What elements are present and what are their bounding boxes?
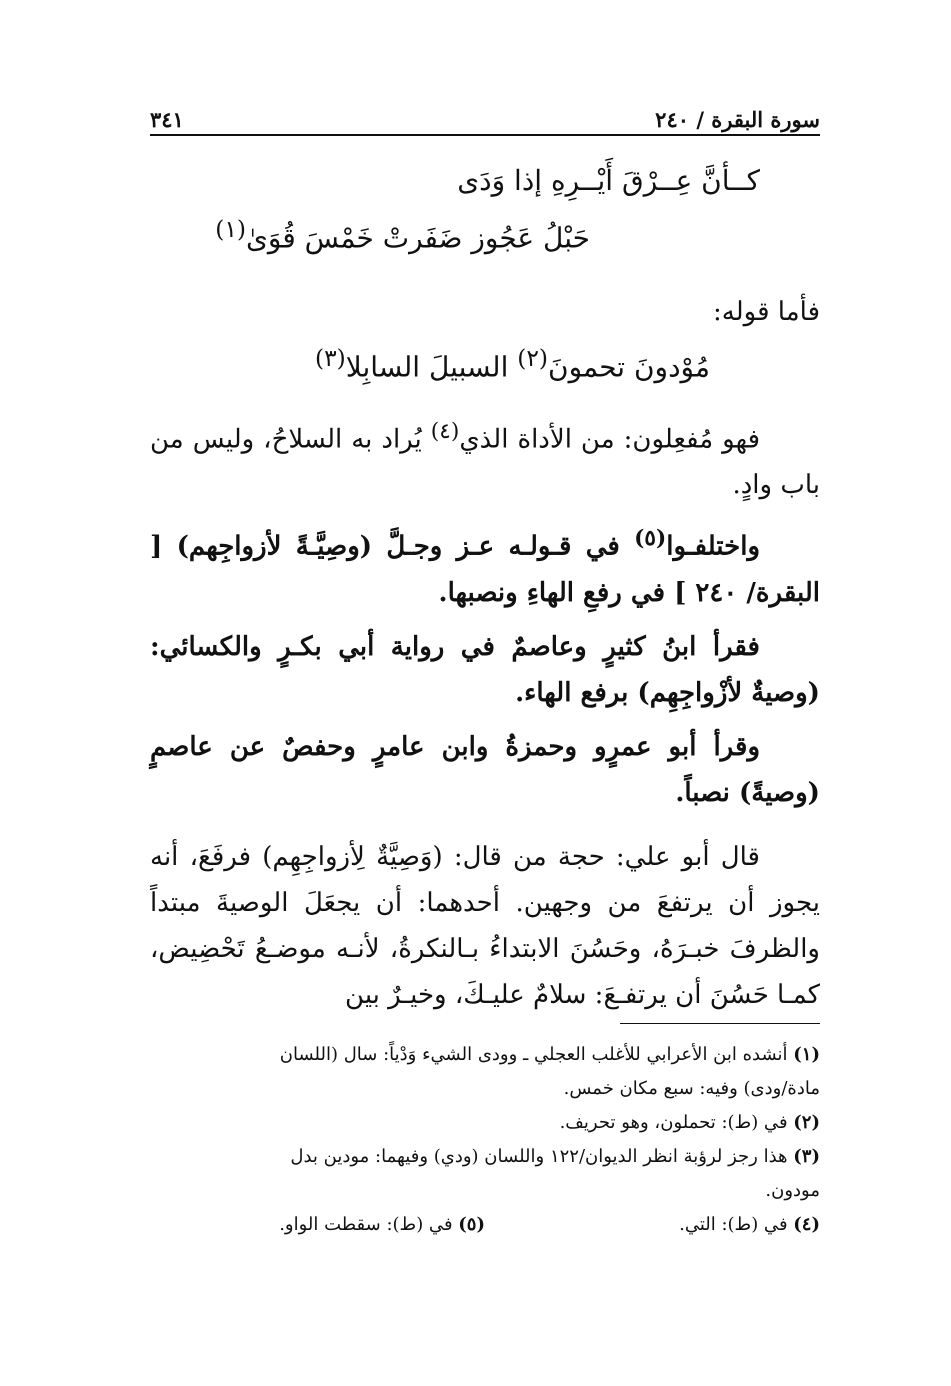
footnote-2 bbox=[150, 1106, 820, 1140]
footnote-ref-4: (٤) bbox=[430, 418, 460, 444]
verse-line-3-part-1: مُوْدونَ تحمونَ bbox=[548, 350, 710, 384]
footnote-3-continued: مودون. bbox=[765, 1180, 820, 1201]
footnote-4 bbox=[485, 1208, 820, 1242]
main-text bbox=[150, 158, 820, 1018]
footnote-5 bbox=[150, 1208, 485, 1242]
footnote-4-text: في (ط): التي. bbox=[679, 1214, 794, 1235]
footnote-ref-1: (١) bbox=[215, 215, 246, 243]
footnote-2-number: (٢) bbox=[793, 1112, 820, 1133]
paragraph-2-part-b: في قـولـه عـز وجـلَّ (وصِيَّـةً لأزواجِهم) [ البقرة/ ٢٤٠ ] في رفعِ الهاءِ ونصبها. bbox=[150, 531, 820, 608]
footnote-3-number: (٣) bbox=[793, 1146, 820, 1167]
footnote-1-number: (١) bbox=[793, 1044, 820, 1065]
verse-line-2-text: حَبْلُ عَجُوز ضَفَرتْ خَمْسَ قُوَىٰ bbox=[245, 221, 590, 255]
footnote-5-number: (٥) bbox=[458, 1214, 485, 1235]
paragraph-1-part-a: فهو مُفعِلون: من الأداة الذي bbox=[459, 424, 760, 455]
verse-line-3 bbox=[150, 335, 820, 390]
footnote-ref-3: (٣) bbox=[314, 344, 346, 373]
surah-reference: سورة البقرة / ٢٤٠ bbox=[655, 107, 820, 132]
verse-line-3-part-2: السبيلَ السابِلا bbox=[345, 350, 518, 384]
footnote-1-continued: مادة/ودى) وفيه: سبع مكان خمس. bbox=[563, 1078, 820, 1099]
footnote-2-text: في (ط): تحملون، وهو تحريف. bbox=[559, 1112, 794, 1133]
paragraph-5: قال أبو علي: حجة من قال: (وَصِيَّةٌ لِأزواجِهِم) فرفَعَ، أنه يجوز أن يرتفعَ من وجهين. أحدهما: أن يجعَلَ الوصيةَ مبتداً والظرفَ خبـرَهُ، وحَسُنَ الابتداءُ بـالنكرةُ، لأنـه موضـعُ تَحْضِيض، كمـا حَسُنَ أن يرتفـعَ: سلامٌ عليـكَ، وخيـرٌ بين bbox=[150, 841, 820, 1010]
paragraph-4: وقرأ أبو عمرٍو وحمزةُ وابن عامرٍ وحفصٌ عن عاصمٍ (وصيةً) نصباً. bbox=[150, 731, 820, 808]
footnote-5-text: في (ط): سقطت الواو. bbox=[279, 1214, 459, 1235]
footnote-ref-2: (٢) bbox=[517, 344, 548, 373]
page-header bbox=[150, 96, 820, 132]
footnote-3-text: هذا رجز لرؤبة انظر الديوان/١٢٢ واللسان (ودي) وفيهما: مودين بدل bbox=[290, 1146, 794, 1167]
header-rule bbox=[150, 134, 820, 136]
footnotes bbox=[150, 1038, 820, 1242]
paragraph-1 bbox=[150, 409, 820, 509]
footnote-3 bbox=[150, 1140, 820, 1174]
page-number: ٣٤١ bbox=[150, 107, 184, 132]
paragraph-3: فقرأ ابنُ كثيرٍ وعاصمٌ في رواية أبي بكـرٍ والكسائي: (وصيةٌ لأزْواجِهِم) برفع الهاء. bbox=[150, 631, 820, 708]
verse-line-1: كــأنَّ عِــرْقَ أَيْــرِهِ إذا وَدَى bbox=[457, 164, 760, 197]
footnote-row-4-5 bbox=[150, 1208, 820, 1242]
footnote-rule bbox=[620, 1023, 820, 1024]
intro-line: فأما قوله: bbox=[713, 297, 820, 328]
paragraph-2 bbox=[150, 516, 820, 616]
footnote-ref-5: (٥) bbox=[634, 526, 667, 552]
verse-line-2 bbox=[150, 206, 820, 261]
footnote-1 bbox=[150, 1038, 820, 1072]
paragraph-1-part-b: يُراد به السلاحُ، وليس من باب وادٍ. bbox=[150, 424, 820, 501]
footnote-4-number: (٤) bbox=[793, 1214, 820, 1235]
footnote-1-text: أنشده ابن الأعرابي للأغلب العجلي ـ وودى الشيء وَدْياً: سال (اللسان bbox=[279, 1044, 794, 1065]
paragraph-2-part-a: واختلفـوا bbox=[666, 531, 760, 562]
